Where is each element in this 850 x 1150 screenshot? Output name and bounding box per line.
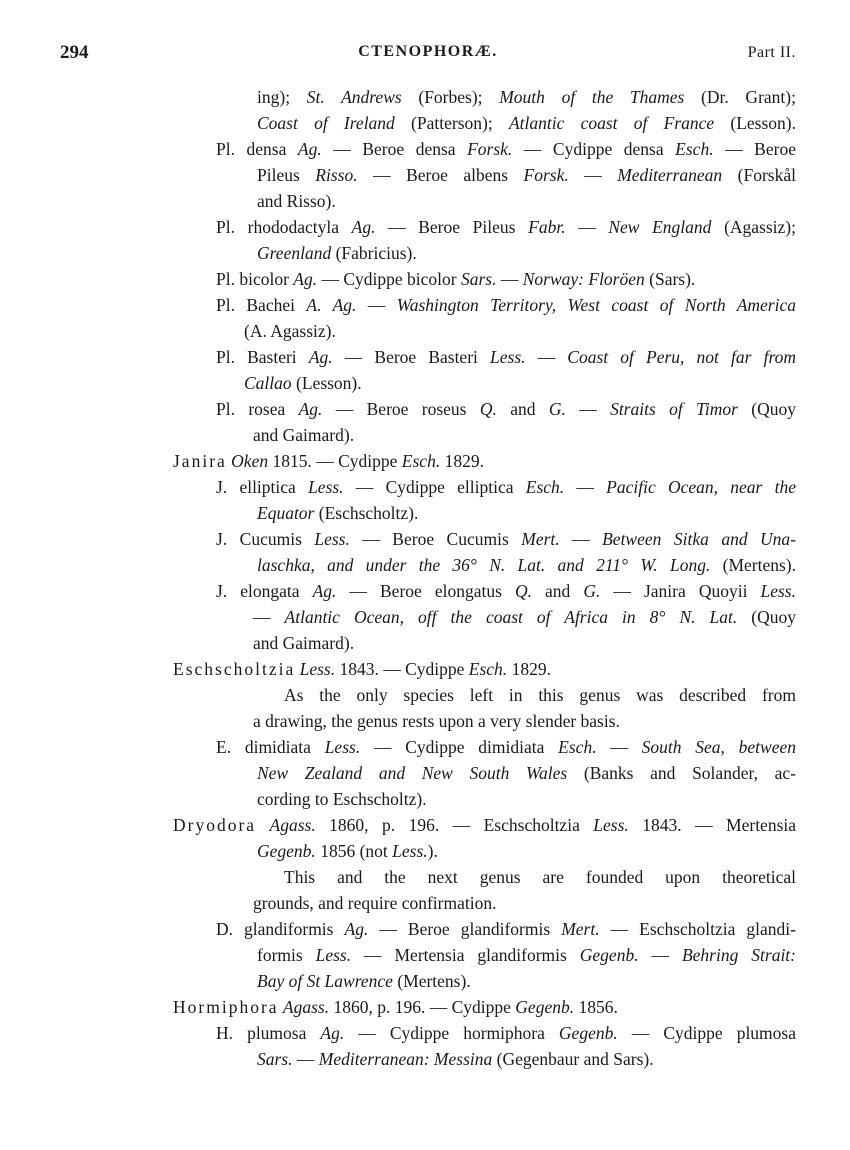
text-run: — Beroe glandiformis [368,919,562,939]
text-run: 1860, p. 196. — Eschscholtzia [315,815,594,835]
text-run: — Cydippe bicolor [317,269,461,289]
text-run: — [568,165,618,185]
running-title: CTENOPHORÆ. [358,43,498,60]
italic-text: Sars. [461,269,497,289]
text-run: Pl. densa [216,139,298,159]
italic-text: Esch. [401,451,441,471]
italic-text: Pacific Ocean, near the [606,477,796,497]
text-line [257,838,507,864]
text-run: J. elliptica [216,477,309,497]
italic-text: Fabr. [528,217,566,237]
text-line [257,188,457,214]
italic-text: Esch. [468,659,508,679]
italic-text: New Zealand and New South Wales [257,763,568,783]
italic-text: Ag. [312,581,337,601]
text-run: — Beroe elongatus [336,581,515,601]
text-run: grounds, and require confirmation. [253,893,497,913]
text-run: (Mertens). [710,555,796,575]
italic-text: Agass. [269,815,316,835]
text-line [216,344,796,370]
italic-text: Oken [231,451,269,471]
italic-text: St. Andrews [306,87,402,107]
text-run: J. Cucumis [216,529,315,549]
text-run: 1843. — Mertensia [628,815,797,835]
text-run: ing); [257,87,307,107]
text-line [257,786,557,812]
italic-text: Ag. [298,399,323,419]
text-run: E. dimidiata [216,737,325,757]
italic-text: Less. [314,529,350,549]
text-line [173,994,713,1020]
text-line [257,968,557,994]
text-run: D. glandiformis [216,919,345,939]
text-run: J. elongata [216,581,313,601]
text-run: — [559,529,603,549]
text-run: Pl. bicolor [216,269,294,289]
text-line [216,136,796,162]
italic-text: A. Ag. [306,295,357,315]
italic-text: Esch. [558,737,597,757]
genus-name: Janira [173,451,227,471]
text-line [216,214,796,240]
text-run: (Forskål [722,165,796,185]
italic-text: Gegenb. [515,997,575,1017]
text-run: and Gaimard). [253,633,355,653]
text-run: — Beroe albens [357,165,524,185]
text-line [257,240,507,266]
italic-text: Gegenb. [558,1023,618,1043]
text-run: (Quoy [737,607,796,627]
italic-text: Coast of Peru, not far from [567,347,797,367]
text-line [257,162,796,188]
text-line [253,890,583,916]
text-run: — [496,269,523,289]
text-run: Pl. Basteri [216,347,309,367]
text-line [257,110,796,136]
text-run: This and the next genus are founded upon theoretical [284,867,796,887]
text-line [216,396,796,422]
italic-text: Esch. [675,139,714,159]
italic-text: Ag. [297,139,322,159]
text-line [216,526,796,552]
text-run: 1856. [574,997,618,1017]
text-run: — Cydippe plumosa [617,1023,796,1043]
italic-text: Bay of St Lawrence [257,971,393,991]
genus-name: Eschscholtzia [173,659,296,679]
text-line [173,448,603,474]
text-run: (Mertens). [392,971,471,991]
genus-name: Hormiphora [173,997,279,1017]
text-run: (Fabricius). [331,243,417,263]
text-run: — [638,945,682,965]
text-run: — Eschscholtzia glandi- [599,919,796,939]
page-number: 294 [60,42,89,63]
italic-text: Less. [392,841,428,861]
text-run: — Mertensia glandiformis [351,945,580,965]
text-run [256,815,269,835]
italic-text: Washington Territory, West coast of North America [396,295,796,315]
text-run: Pl. rhododactyla [216,217,352,237]
text-line [253,708,753,734]
text-run: cording to Eschscholtz). [257,789,427,809]
italic-text: Equator [257,503,315,523]
text-run: — Beroe densa [321,139,468,159]
italic-text: Norway: Floröen [522,269,645,289]
text-line [173,656,633,682]
italic-text: New England [608,217,712,237]
text-run: As the only species left in this genus was described from [284,685,796,705]
text-line [173,812,796,838]
text-run: Pileus [257,165,316,185]
text-run: 1843. — Cydippe [335,659,469,679]
text-run: — [596,737,642,757]
text-run: — [525,347,568,367]
italic-text: Callao [244,373,292,393]
text-run: (Gegenbaur and Sars). [492,1049,654,1069]
text-run: (A. Agassiz). [244,321,336,341]
text-run: — [565,399,611,419]
text-line [253,630,453,656]
text-run: — Cydippe elliptica [343,477,526,497]
text-run: and Risso). [257,191,336,211]
text-run: — Beroe Basteri [332,347,491,367]
italic-text: Mediterranean: Messina [318,1049,493,1069]
text-run: — Beroe roseus [322,399,480,419]
text-run: (Lesson). [291,373,362,393]
italic-text: Ag. [293,269,318,289]
text-run: and [496,399,549,419]
text-line [257,760,796,786]
genus-name: Dryodora [173,815,257,835]
text-line [216,266,776,292]
italic-text: Forsk. [467,139,513,159]
text-line [257,84,796,110]
italic-text: Less. [324,737,361,757]
text-line [244,318,444,344]
text-run: (Banks and Solander, ac- [567,763,796,783]
text-run: 1815. — Cydippe [268,451,402,471]
text-run: — Cydippe densa [512,139,676,159]
italic-text: Q. [514,581,532,601]
text-run: — [356,295,397,315]
italic-text: Behring Strait: [681,945,796,965]
italic-text: Forsk. [523,165,569,185]
italic-text: Coast of Ireland [257,113,395,133]
text-run: (Sars). [644,269,696,289]
text-run: — Cydippe hormiphora [344,1023,559,1043]
text-line [284,682,796,708]
text-run: (Quoy [737,399,796,419]
text-run: and Gaimard). [253,425,355,445]
italic-text: Ag. [344,919,369,939]
text-run: and [531,581,584,601]
text-line [216,292,796,318]
italic-text: Ag. [320,1023,345,1043]
italic-text: Sars. [257,1049,293,1069]
italic-text: Gegenb. [579,945,639,965]
text-line [257,1046,757,1072]
text-line [257,942,796,968]
italic-text: Less. [299,659,336,679]
text-line [244,370,444,396]
italic-text: Straits of Timor [610,399,738,419]
text-line [216,474,796,500]
part-label: Part II. [747,44,796,61]
text-run: — [565,217,609,237]
text-run: — [564,477,607,497]
text-line [284,864,796,890]
text-run: (Agassiz); [711,217,796,237]
text-run: — [253,607,285,627]
italic-text: Mouth of the Thames [499,87,685,107]
text-run: Pl. rosea [216,399,299,419]
text-run: — Beroe Cucumis [349,529,522,549]
italic-text: G. [583,581,601,601]
italic-text: Less. [308,477,344,497]
text-run: H. plumosa [216,1023,321,1043]
text-run: 1860, p. 196. — Cydippe [329,997,516,1017]
italic-text: Less. [315,945,352,965]
italic-text: Ag. [351,217,376,237]
italic-text: laschka, and under the 36° N. Lat. and 211° W. Long. [257,555,711,575]
text-line [216,734,796,760]
italic-text: Risso. [315,165,358,185]
italic-text: Less. [593,815,629,835]
text-run: ). [427,841,438,861]
italic-text: Greenland [257,243,332,263]
text-run: — Beroe Pileus [375,217,529,237]
text-line [216,578,796,604]
text-run: 1856 (not [315,841,393,861]
text-run: (Dr. Grant); [684,87,796,107]
text-run: 1829. [507,659,551,679]
italic-text: Less. [760,581,796,601]
text-run: (Patterson); [394,113,509,133]
italic-text: Atlantic coast of France [508,113,715,133]
italic-text: Ag. [308,347,333,367]
text-run: (Forbes); [401,87,500,107]
text-run: — [292,1049,319,1069]
text-run: Pl. Bachei [216,295,307,315]
text-run: a drawing, the genus rests upon a very slender basis. [253,711,620,731]
italic-text: Agass. [282,997,330,1017]
italic-text: Gegenb. [257,841,316,861]
text-line [216,916,796,942]
text-run: 1829. [440,451,484,471]
text-run: (Eschscholtz). [314,503,419,523]
text-run: — Janira Quoyii [600,581,761,601]
italic-text: South Sea, between [641,737,797,757]
text-run: formis [257,945,316,965]
italic-text: Esch. [525,477,565,497]
text-run: (Lesson). [714,113,797,133]
italic-text: Less. [490,347,526,367]
text-line [253,422,453,448]
text-line [257,500,507,526]
italic-text: Between Sitka and Una- [602,529,797,549]
italic-text: Atlantic Ocean, off the coast of Africa in 8° N. Lat. [284,607,738,627]
italic-text: Mediterranean [617,165,723,185]
text-run: — Cydippe dimidiata [360,737,559,757]
italic-text: Mert. [561,919,600,939]
italic-text: Q. [479,399,497,419]
text-line [216,1020,796,1046]
page-header [60,42,796,72]
text-line [257,552,796,578]
text-line [253,604,796,630]
italic-text: G. [548,399,566,419]
text-run: — Beroe [713,139,796,159]
italic-text: Mert. [521,529,560,549]
